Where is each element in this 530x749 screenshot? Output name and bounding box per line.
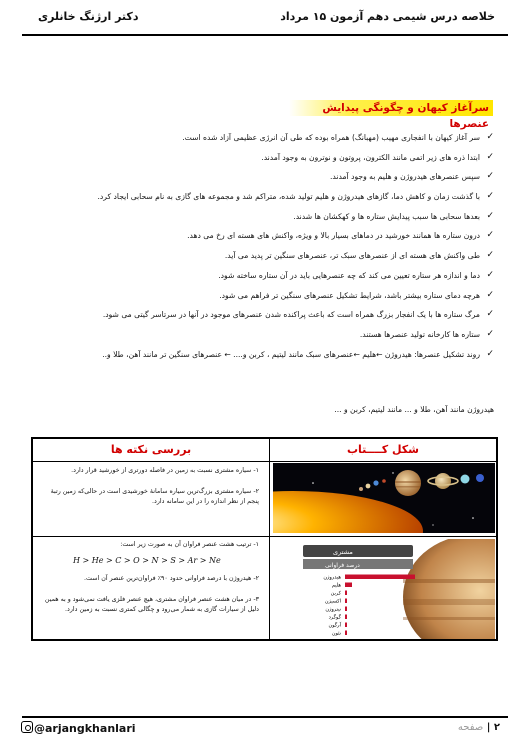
list-item: ✓ درون ستاره ها همانند خورشید در دماهای بسیار بالا و ویژه، واکنش های هسته ای رخ می دهد. [30,226,494,246]
abundance-order-formula: H > He > C > O > N > S > Ar > Ne [73,556,221,565]
list-item: ✓ دما و اندازه هر ستاره تعیین می کند که چه عنصرهایی باید در آن ستاره ساخته شود. [30,266,494,286]
chart-bar [345,583,352,588]
chart-category-label: اکسیژن [324,598,341,605]
list-item: ✓ ستاره ها کارخانه تولید عنصرها هستند. [30,325,494,345]
page-number: ۲ | صفحه [457,722,500,733]
list-item: ✓ طی واکنش های هسته ای از عنصرهای سبک تر، عنصرهای سنگین تر پدید می آید. [30,246,494,266]
list-item: ✓ سر آغاز کیهان با انفجاری مهیب (مهبانگ) همراه بوده که طی آن انرژی عظیمی آزاد شده است. [30,128,494,148]
list-item: ✓ ابتدا ذره های زیر اتمی مانند الکترون، پروتون و نوترون به وجود آمدند. [30,148,494,168]
checkmark-icon: ✓ [486,210,494,221]
chart-title: مشتری [333,548,353,556]
chart-bar [345,623,347,628]
notes-table [31,437,498,641]
checkmark-icon: ✓ [486,132,494,142]
note-item: ۳- در میان هشت عنصر فراوان مشتری، هیچ عنصر فلزی یافت نمی‌شود و به همین دلیل از سیارات گازی به شمار می‌رود و چگالی کمتری نسبت به زمین دارد. [44,596,259,613]
chart-category-label: کربن [330,590,341,597]
chart-bar [345,607,347,612]
list-item: ✓ با گذشت زمان و کاهش دما، گازهای هیدروژن و هلیم تولید شده، متراکم شد و مجموعه های گازی به نام سحابی ایجاد کرد. [30,187,494,207]
chart-bar [345,575,415,580]
note-item: ۱- ترتیب هشت عنصر فراوان آن به صورت زیر است: [120,541,259,548]
list-item: ✓ مرگ ستاره ها با یک انفجار بزرگ همراه است که باعث پراکنده شدن عنصرهای موجود در آنها در سرتاسر گیتی می شود. [30,305,494,325]
abundance-bar-chart [273,539,495,639]
at-symbol: @ [34,722,45,735]
note-item: ۲- هیدروژن با درصد فراوانی حدود ۹۰٪ فراوان‌ترین عنصر آن است. [84,575,259,582]
list-item: ✓ بعدها سحابی ها سبب پیدایش ستاره ها و کهکشان ها شدند. [30,207,494,227]
footer-divider [22,716,508,718]
chart-bar [345,591,347,596]
chart-category-label: آرگون [328,622,341,629]
solar-system-image [273,463,495,533]
chart-category-label: نئون [331,630,341,637]
list-item: ✓ هرچه دمای ستاره بیشتر باشد، شرایط تشکیل عنصرهای سنگین تر فراهم می شود. [30,286,494,306]
chart-category-label: نیتروژن [325,606,341,613]
checkmark-icon: ✓ [486,289,494,300]
chart-bar [345,599,347,604]
bullet-list [30,128,494,364]
checkmark-icon: ✓ [486,348,494,359]
list-item: ✓ روند تشکیل عنصرها: هیدروژن ←هلیم ←عنصرهای سبک مانند لیتیم ، کربن و.... ← عنصرهای سنگین تر مانند آهن، طلا و.. [30,345,494,365]
checkmark-icon: ✓ [486,250,494,261]
chart-category-label: هیدروژن [323,574,341,581]
note-item: ۱- سیاره مشتری نسبت به زمین در فاصله دورتری از خورشید قرار دارد. [71,467,259,474]
author-name: دکتر ارژنگ خانلری [38,10,139,23]
image-column-header: شکل کــــتاب [270,439,496,462]
chart-category-label: هلیم [331,582,341,589]
header-divider [22,34,508,36]
chart-bar [345,631,347,636]
note-item: ۲- سیاره مشتری بزرگ‌ترین سیاره سامانۀ خورشیدی است در حالی‌که زمین رتبۀ پنجم از نظر اندازه را در این سامانه دارد. [50,488,259,505]
continuation-line: هیدروژن مانند آهن، طلا و ... مانند لیتیم، کربن و ... [334,405,494,414]
section-title: سرآغاز کیهان و چگونگی پیدایش عنصرها [289,100,493,116]
checkmark-icon: ✓ [486,151,494,162]
chart-subtitle: درصد فراوانی [325,562,360,569]
checkmark-icon: ✓ [486,269,494,280]
solar-system-illustration [273,463,495,533]
checkmark-icon: ✓ [486,230,494,241]
notes-column-header: بررسی نکته ها [33,439,270,462]
checkmark-icon: ✓ [486,171,494,182]
row-divider [33,536,496,537]
checkmark-icon: ✓ [486,309,494,320]
instagram-icon [21,721,33,733]
jupiter-abundance-image [273,539,495,639]
checkmark-icon: ✓ [486,191,494,202]
chart-bar [345,615,347,620]
page-header-title: خلاصه درس شیمی دهم آزمون ۱۵ مرداد [280,10,495,23]
chart-category-label: گوگرد [328,614,341,621]
checkmark-icon: ✓ [486,328,494,339]
social-handle[interactable]: @arjangkhanlari [34,722,136,735]
column-divider [269,439,270,639]
list-item: ✓ سپس عنصرهای هیدروژن و هلیم به وجود آمدند. [30,167,494,187]
